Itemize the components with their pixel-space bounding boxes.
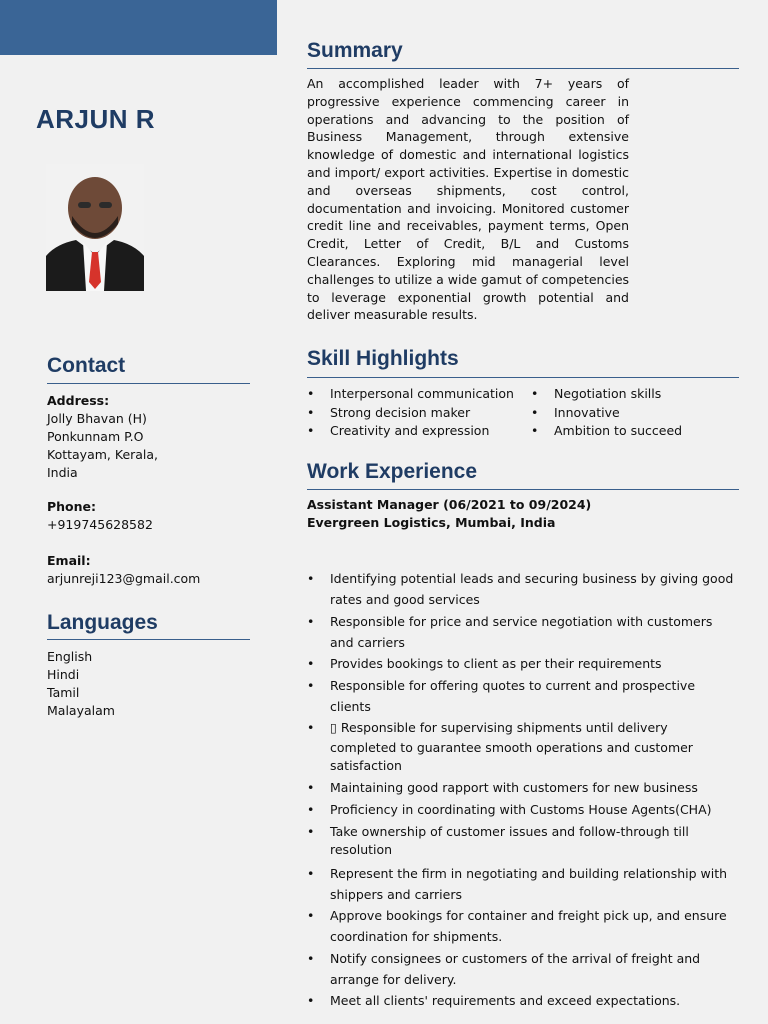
skill-item: • Innovative — [531, 404, 731, 423]
address-label: Address: — [47, 393, 110, 408]
email-address: arjunreji123@gmail.com — [47, 571, 201, 586]
address-line: India — [47, 465, 78, 480]
duties-list — [307, 568, 737, 1012]
languages-list — [47, 648, 115, 720]
language-item: Hindi — [47, 667, 80, 682]
duty-continuation — [307, 739, 737, 775]
skill-item: • Interpersonal communication — [307, 385, 531, 404]
contact-heading: Contact — [47, 354, 126, 377]
duty-item: • ▯ Responsible for supervising shipments until delivery — [307, 717, 737, 738]
skills-divider — [307, 377, 739, 378]
skill-item: • Creativity and expression — [307, 422, 531, 441]
duty-item: • Responsible for price and service negotiation with customers and carriers — [307, 611, 737, 653]
work-divider — [307, 489, 739, 490]
work-heading: Work Experience — [307, 460, 478, 483]
summary-divider — [307, 68, 739, 69]
languages-heading: Languages — [47, 611, 158, 634]
duty-continuation-text: completed to guarantee smooth operations and customer satisfaction — [330, 739, 693, 773]
duty-item: • Identifying potential leads and securing business by giving good rates and good services — [307, 568, 737, 610]
address-line: Ponkunnam P.O — [47, 429, 144, 444]
address-line: Jolly Bhavan (H) — [47, 411, 147, 426]
header-accent-band — [0, 0, 277, 55]
phone-number: +919745628582 — [47, 517, 153, 532]
duty-item: • Meet all clients' requirements and exceed expectations. — [307, 990, 737, 1011]
duty-item: • Proficiency in coordinating with Customs House Agents(CHA) — [307, 801, 737, 819]
profile-photo — [46, 164, 144, 291]
job-header — [307, 496, 591, 532]
job-title: Assistant Manager (06/2021 to 09/2024) — [307, 497, 592, 512]
language-item: Tamil — [47, 685, 80, 700]
address-line: Kottayam, Kerala, — [47, 447, 159, 462]
skills-heading: Skill Highlights — [307, 347, 459, 370]
language-item: English — [47, 649, 93, 664]
duty-item: • Approve bookings for container and freight pick up, and ensure coordination for shipments. — [307, 905, 737, 947]
duty-item: • Maintaining good rapport with customers for new business — [307, 779, 737, 797]
phone-block — [47, 498, 153, 534]
email-block — [47, 552, 200, 588]
summary-heading: Summary — [307, 39, 403, 62]
summary-text: An accomplished leader with 7+ years of progressive experience commencing career in operations and advancing to the position of Business Management, through extensive knowledge of domestic and international logistics and import/ export activities. Expertise in domestic and overseas shipments, cost control, documentation and invoicing. Monitored customer credit line and receivables, payment terms, Open Credit, Letter of Credit, B/L and Customs Clearances. Exploring mid managerial level challenges to utilize a wide gamut of competencies to leverage exponential growth potential and deliver measurable results. — [307, 76, 630, 323]
address-block — [47, 392, 158, 482]
duty-item: • Provides bookings to client as per their requirements — [307, 653, 737, 674]
duty-item: • Represent the firm in negotiating and building relationship with shippers and carriers — [307, 863, 737, 905]
profile-photo-image — [46, 164, 144, 291]
phone-label: Phone: — [47, 499, 97, 514]
skill-item: • Strong decision maker — [307, 404, 531, 423]
candidate-name: ARJUN R — [36, 104, 156, 134]
language-item: Malayalam — [47, 703, 115, 718]
skill-item: • Negotiation skills — [531, 385, 731, 404]
contact-divider — [47, 383, 250, 384]
duty-item: • Notify consignees or customers of the arrival of freight and arrange for delivery. — [307, 948, 737, 990]
skill-item: • Ambition to succeed — [531, 422, 731, 441]
duty-item: • Responsible for offering quotes to current and prospective clients — [307, 675, 737, 717]
duty-item: • Take ownership of customer issues and follow-through till resolution — [307, 823, 737, 859]
skills-list — [307, 385, 737, 441]
languages-divider — [47, 639, 250, 640]
email-label: Email: — [47, 553, 91, 568]
job-company: Evergreen Logistics, Mumbai, India — [307, 515, 556, 530]
